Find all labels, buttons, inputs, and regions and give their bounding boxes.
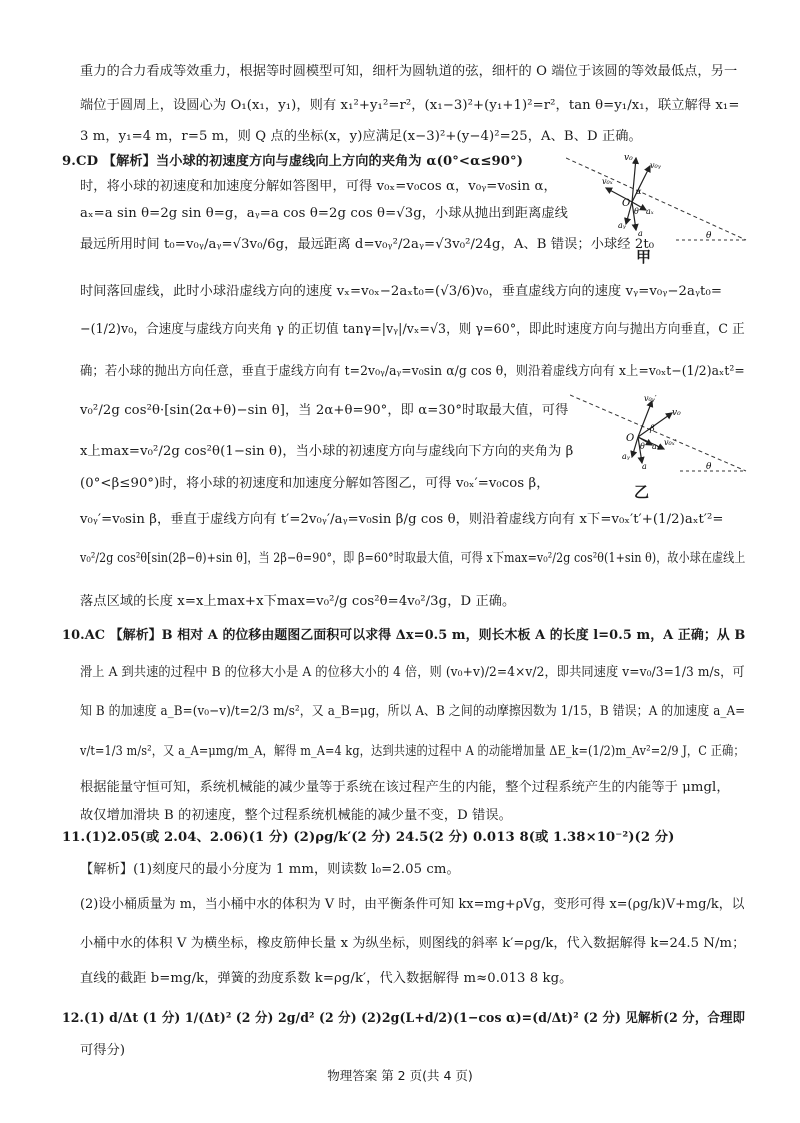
text-line: 滑上 A 到共速的过程中 B 的位移大小是 A 的位移大小的 4 倍，则 (v₀+v)/2=4×v/2，即共同速度 v=v₀/3=1/3 m/s，可 xyxy=(80,665,745,680)
fig2-theta: θ xyxy=(640,442,645,451)
text-line: 端位于圆周上，设圆心为 O₁(x₁，y₁)，则有 x₁²+y₁²=r²，(x₁−3)²+(y₁+1)²=r²，tan θ=y₁/x₁，联立解得 x₁= xyxy=(80,98,740,113)
answer-11-line: 11.(1)2.05(或 2.04、2.06)(1 分) (2)ρg/k′(2 分) 24.5(2 分) 0.013 8(或 1.38×10⁻²)(2 分) xyxy=(62,830,675,845)
text-line: −(1/2)v₀，合速度与虚线方向夹角 γ 的正切值 tanγ=|vᵧ|/vₓ=√3，则 γ=60°，即此时速度方向与抛出方向垂直，C 正 xyxy=(80,322,745,337)
text-line: v₀²/2g cos²θ[sin(2β−θ)+sin θ]，当 2β−θ=90°，即 β=60°时取最大值，可得 x下max=v₀²/2g cos²θ(1+sin θ)，故小球在虚线上 xyxy=(80,551,746,566)
dashed-incline-line xyxy=(570,395,746,471)
fig1-theta: θ xyxy=(634,207,639,216)
fig1-v0: v₀ xyxy=(624,153,633,163)
text-line: aₓ=a sin θ=2g sin θ=g，aᵧ=a cos θ=2g cos θ=√3g，小球从抛出到距离虚线 xyxy=(80,206,568,221)
text-line: v₀²/2g cos²θ·[sin(2α+θ)−sin θ]，当 2α+θ=90°，即 α=30°时取最大值，可得 xyxy=(80,403,569,418)
text-line: 3 m，y₁=4 m，r=5 m，则 Q 点的坐标(x，y)应满足(x−3)²+(y−4)²=25，A、B、D 正确。 xyxy=(80,129,642,144)
page-footer: 物理答案 第 2 页(共 4 页) xyxy=(327,1068,473,1083)
fig2-v0: v₀ xyxy=(672,408,681,418)
fig1-theta-incline: θ xyxy=(706,231,712,241)
fig2-beta: β xyxy=(650,424,655,433)
fig2-v0y: v₀ᵧ′ xyxy=(644,394,657,403)
text-line: 确；若小球的抛出方向任意，垂直于虚线方向有 t=2v₀ᵧ/aᵧ=v₀sin α/g cos θ，则沿着虚线方向有 x上=v₀ₓt−(1/2)aₓt²= xyxy=(80,364,745,379)
fig2-ax: aₓ xyxy=(652,442,660,451)
fig1-O: O xyxy=(622,198,631,209)
text-line: 【解析】(1)刻度尺的最小分度为 1 mm，则读数 l₀=2.05 cm。 xyxy=(80,862,460,877)
text-line: 落点区域的长度 x=x上max+x下max=v₀²/g cos²θ=4v₀²/3g，D 正确。 xyxy=(80,594,516,609)
fig1-v0y: v₀ᵧ xyxy=(650,161,661,170)
text-line: 知 B 的加速度 a_B=(v₀−v)/t=2/3 m/s²，又 a_B=μg，所以 A、B 之间的动摩擦因数为 1/15，B 错误；A 的加速度 a_A= xyxy=(80,704,746,719)
figure-yi xyxy=(570,393,760,503)
text-line: 故仅增加滑块 B 的初速度，整个过程系统机械能的减少量不变，D 错误。 xyxy=(80,808,512,823)
text-line: x上max=v₀²/2g cos²θ(1−sin θ)，当小球的初速度方向与虚线向下方向的夹角为 β xyxy=(80,444,574,459)
answer-12-line: 12.(1) d/Δt (1 分) 1/(Δt)² (2 分) 2g/d² (2 分) (2)2g(L+d/2)(1−cos α)=(d/Δt)² (2 分) 见解析(2 分，合理即 xyxy=(62,1011,746,1026)
answer-9-line: 9.CD 【解析】当小球的初速度方向与虚线向上方向的夹角为 α(0°<α≤90°) xyxy=(62,154,524,169)
figure-yi-diagram xyxy=(570,393,760,475)
fig1-ay: aᵧ xyxy=(618,221,626,230)
figure-jia xyxy=(566,148,756,278)
text-line: v₀ᵧ′=v₀sin β，垂直于虚线方向有 t′=2v₀ᵧ′/aᵧ=v₀sin β/g cos θ，则沿着虚线方向有 x下=v₀ₓ′t′+(1/2)aₓt′²= xyxy=(80,512,724,527)
fig1-ax: aₓ xyxy=(646,207,654,216)
dashed-incline-line xyxy=(566,158,746,240)
text-line: (2)设小桶质量为 m，当小桶中水的体积为 V 时，由平衡条件可知 kx=mg+ρVg，变形可得 x=(ρg/k)V+mg/k，以 xyxy=(80,897,745,912)
fig1-a: a xyxy=(638,229,643,238)
fig1-v0x: v₀ₓ xyxy=(602,177,613,186)
fig1-alpha: α xyxy=(636,187,642,196)
text-line: (0°<β≤90°)时，将小球的初速度和加速度分解如答图乙，可得 v₀ₓ′=v₀cos β， xyxy=(80,476,550,491)
figure-jia-label: 甲 xyxy=(636,248,652,266)
text-line: 时间落回虚线，此时小球沿虚线方向的速度 vₓ=v₀ₓ−2aₓt₀=(√3/6)v₀，垂直虚线方向的速度 vᵧ=v₀ᵧ−2aᵧt₀= xyxy=(80,284,722,299)
fig2-O: O xyxy=(626,433,635,444)
text-line: 根据能量守恒可知，系统机械能的减少量等于系统在该过程产生的内能，整个过程系统产生的内能等于 μmgl， xyxy=(80,780,730,795)
text-line: 小桶中水的体积 V 为横坐标，橡皮筋伸长量 x 为纵坐标，则图线的斜率 k′=ρg/k，代入数据解得 k=24.5 N/m； xyxy=(80,936,746,951)
answer-10-line: 10.AC 【解析】B 相对 A 的位移由题图乙面积可以求得 Δx=0.5 m，则长木板 A 的长度 l=0.5 m，A 正确；从 B xyxy=(62,628,746,643)
fig2-a: a xyxy=(642,462,647,471)
fig2-ay: aᵧ xyxy=(622,452,630,461)
text-line: 最远所用时间 t₀=v₀ᵧ/aᵧ=√3v₀/6g，最远距离 d=v₀ᵧ²/2aᵧ=√3v₀²/24g，A、B 错误；小球经 2t₀ xyxy=(80,237,655,252)
figure-yi-label: 乙 xyxy=(634,483,650,501)
fig2-theta-incline: θ xyxy=(706,462,712,472)
fig2-v0x: v₀ₓ′ xyxy=(664,438,677,447)
text-line: v/t=1/3 m/s²，又 a_A=μmg/m_A，解得 m_A=4 kg，达到共速的过程中 A 的动能增加量 ΔE_k=(1/2)m_Av²=2/9 J，C 正确； xyxy=(80,744,745,759)
text-line: 重力的合力看成等效重力，根据等时圆模型可知，细杆为圆轨道的弦，细杆的 O 端位于该圆的等效最低点，另一 xyxy=(80,64,738,79)
text-line: 直线的截距 b=mg/k，弹簧的劲度系数 k=ρg/k′，代入数据解得 m≈0.013 8 kg。 xyxy=(80,971,573,986)
text-line: 时，将小球的初速度和加速度分解如答图甲，可得 v₀ₓ=v₀cos α，v₀ᵧ=v₀sin α， xyxy=(80,179,557,194)
text-line: 可得分) xyxy=(80,1043,126,1058)
figure-jia-diagram xyxy=(566,148,756,258)
